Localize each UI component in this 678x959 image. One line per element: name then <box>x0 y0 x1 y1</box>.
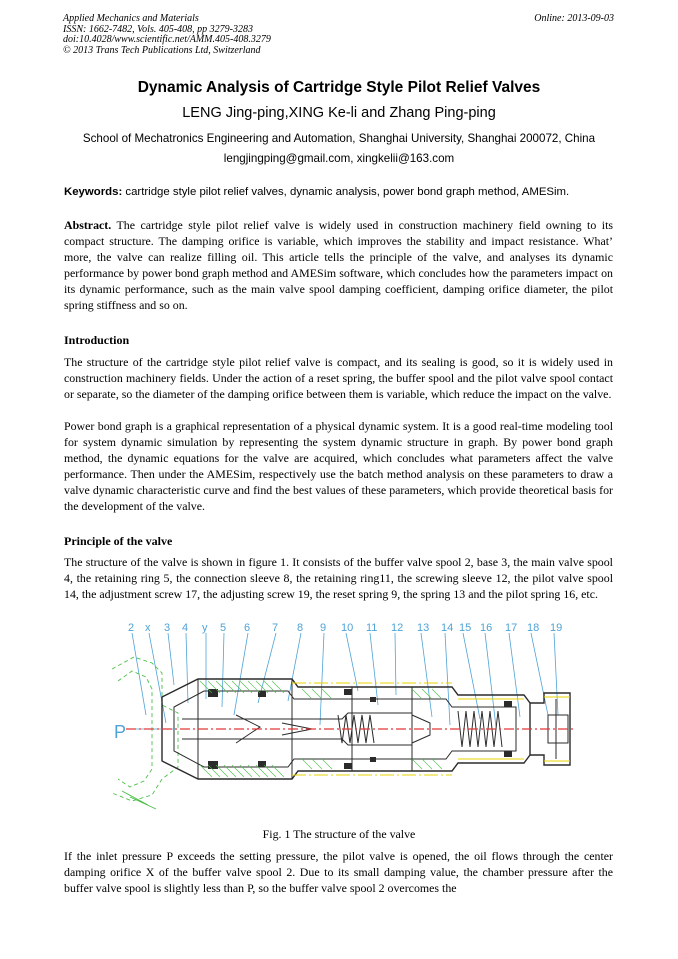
principle-paragraph-1: The structure of the valve is shown in figure 1. It consists of the buffer valve spool 2, base 3, the main valve spool 4, the retaining ring 5, the connection sleeve 8, the retaining ring11, the screwing sleeve 12, the pilot valve spool 14, the adjustment screw 17, the adjusting screw 19, the reset spring 9, the spring 13 and the pilot spring 16, etc. <box>64 555 613 601</box>
callout-8: 8 <box>297 622 304 634</box>
callout-15: 15 <box>459 622 472 634</box>
introduction-heading: Introduction <box>64 333 130 347</box>
keywords-label: Keywords: <box>64 186 123 198</box>
callout-10: 10 <box>341 622 354 634</box>
abstract <box>64 217 613 313</box>
callout-y: y <box>202 622 208 634</box>
callout-x: x <box>145 622 151 634</box>
callout-5: 5 <box>220 622 227 634</box>
callout-17: 17 <box>505 622 518 634</box>
paper-emails: lengjingping@gmail.com, xingkelii@163.com <box>223 152 455 165</box>
callout-16: 16 <box>480 622 493 634</box>
callout-labels <box>128 622 562 634</box>
callout-14: 14 <box>441 622 454 634</box>
callout-6: 6 <box>244 622 251 634</box>
valve-structure-figure <box>112 619 578 825</box>
callout-3: 3 <box>164 622 171 634</box>
abstract-text: The cartridge style pilot relief valve is widely used in construction machinery field owning to its compact structure. The damping orifice is variable, which improves the stability and impact resistance. What’ more, the valve can realize filling oil. This article tells the principle of the valve, and analyses its dynamic performance by power bond graph method and AMESim software, which concludes how the parameters impact on its dynamic performance, such as the main valve spool damping coefficient, damping orifice diameter, the pilot spring stiffness and so on. <box>64 218 613 312</box>
keywords <box>64 186 624 198</box>
callout-12: 12 <box>391 622 404 634</box>
port-p-label: P <box>114 722 127 742</box>
paper-affiliation: School of Mechatronics Engineering and Automation, Shanghai University, Shanghai 200072, China <box>82 132 596 145</box>
principle-paragraph-2: If the inlet pressure P exceeds the setting pressure, the pilot valve is opened, the oil flows through the center damping orifice X of the buffer valve spool 2. Due to its small damping value, the chamber pressure after the buffer valve spool is slightly less than P, so the buffer valve spool 2 overcomes the <box>64 849 613 895</box>
callout-7: 7 <box>272 622 279 634</box>
journal-name: Applied Mechanics and Materials <box>63 13 199 24</box>
figure-caption: Fig. 1 The structure of the valve <box>262 827 416 841</box>
principle-heading: Principle of the valve <box>64 534 173 548</box>
callout-13: 13 <box>417 622 430 634</box>
journal-header <box>63 14 423 56</box>
callout-2: 2 <box>128 622 135 634</box>
online-date: Online: 2013-09-03 <box>534 13 614 24</box>
introduction-paragraph-2: Power bond graph is a graphical representation of a physical dynamic system. It is a good real-time modeling tool for system dynamic simulation by representing the system dynamic structure in graph. By power bond graph method, the dynamic equations for the valve are acquired, which concludes what parameters affect the valve performance. Then under the AMESim, respectively use the batch method analysis on these parameters to draw a valve dynamic characteristic curve and find the best values of these parameters, which provide theoretical basis for the development of the valve. <box>64 419 613 513</box>
copyright-line: © 2013 Trans Tech Publications Ltd, Switzerland <box>63 44 261 56</box>
callout-4: 4 <box>182 622 189 634</box>
callout-9: 9 <box>320 622 327 634</box>
issn-line: ISSN: 1662-7482, Vols. 405-408, pp 3279-3283 <box>63 23 253 35</box>
abstract-label: Abstract. <box>64 218 112 232</box>
callout-19: 19 <box>550 622 563 634</box>
paper-title: Dynamic Analysis of Cartridge Style Pilot Relief Valves <box>137 79 541 96</box>
introduction-paragraph-1: The structure of the cartridge style pilot relief valve is compact, and its sealing is good, so it is widely used in construction machinery fields. Under the action of a reset spring, the buffer spool and the pilot valve spool contact or separate, so the diameter of the damping orifice between them is variable, which reduce the impact on the valve. <box>64 355 613 401</box>
callout-18: 18 <box>527 622 540 634</box>
paper-authors: LENG Jing-ping,XING Ke-li and Zhang Ping-ping <box>182 105 496 121</box>
keywords-text: cartridge style pilot relief valves, dynamic analysis, power bond graph method, AMESim. <box>122 186 570 198</box>
doi-line: doi:10.4028/www.scientific.net/AMM.405-408.3279 <box>63 34 271 45</box>
callout-11: 11 <box>366 622 378 634</box>
